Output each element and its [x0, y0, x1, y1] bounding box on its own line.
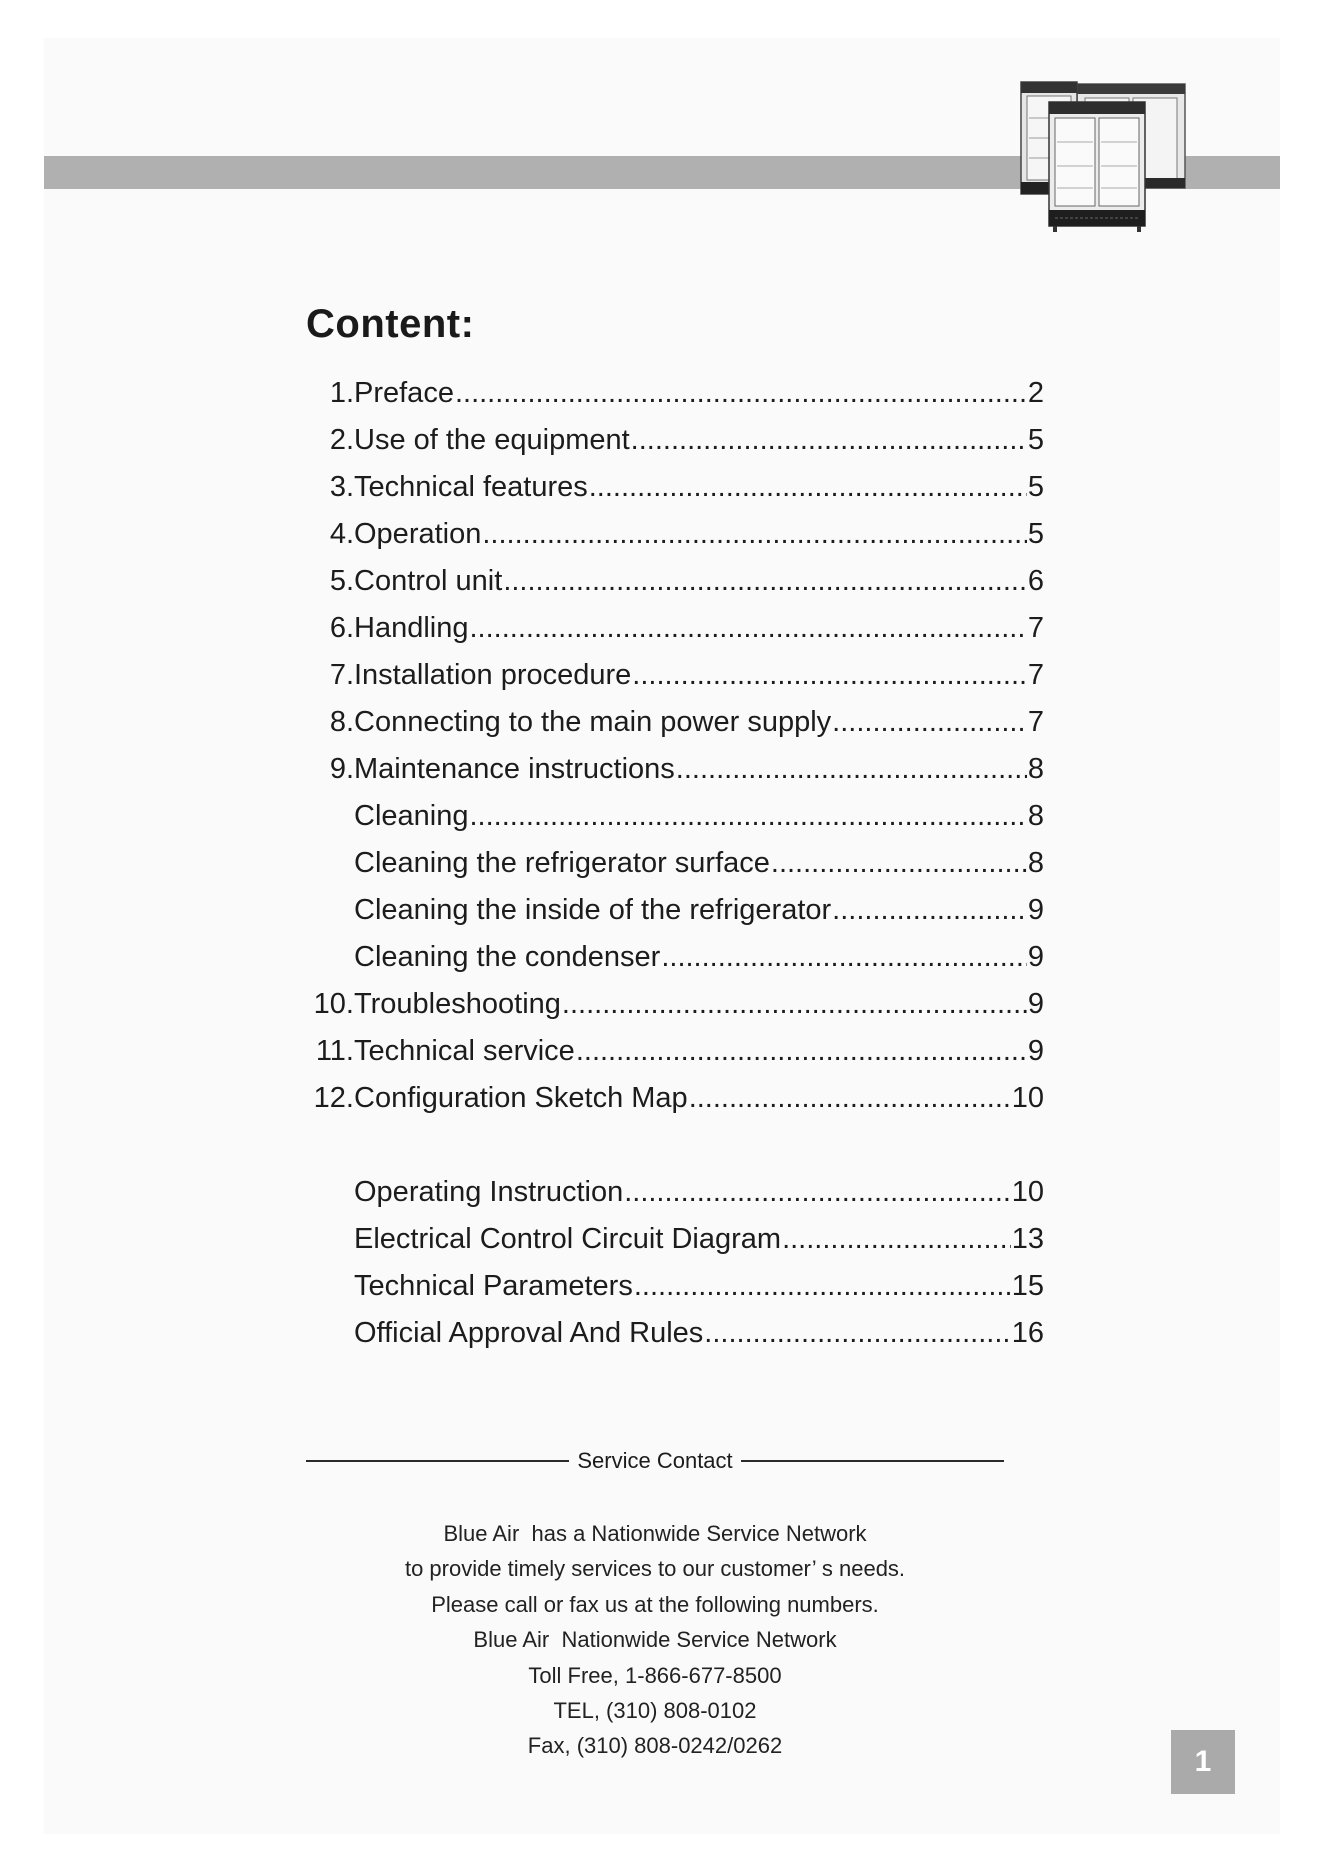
- toc-leader-dots: [832, 887, 1027, 934]
- toc-entry-page: 8: [1027, 753, 1044, 785]
- toc-entry-number: 3.: [329, 471, 354, 503]
- toc-entry: [306, 746, 1044, 793]
- toc-leader-dots: [704, 1310, 1010, 1357]
- toc-entry: [306, 887, 1044, 934]
- divider-left: [306, 1460, 569, 1462]
- toc-entry-page: 16: [1011, 1317, 1044, 1349]
- table-of-contents: [306, 370, 1044, 1357]
- toc-entry-label: Maintenance instructions: [354, 753, 675, 785]
- toc-entry: [306, 464, 1044, 511]
- toc-leader-dots: [469, 605, 1026, 652]
- toc-entry-page: 7: [1027, 612, 1044, 644]
- toc-entry: [306, 793, 1044, 840]
- toc-entry: [306, 981, 1044, 1028]
- toc-entry-page: 13: [1011, 1223, 1044, 1255]
- toc-entry-label: Official Approval And Rules: [354, 1317, 704, 1349]
- service-contact-line: TEL, (310) 808-0102: [553, 1698, 757, 1724]
- toc-entry-label: Connecting to the main power supply: [354, 706, 832, 738]
- toc-leader-dots: [634, 1263, 1011, 1310]
- toc-leader-dots: [469, 793, 1026, 840]
- toc-entry-number: 1.: [329, 377, 354, 409]
- service-contact-line: to provide timely services to our customer’ s needs.: [404, 1556, 906, 1582]
- toc-entry: [306, 840, 1044, 887]
- toc-entry-number: 5.: [329, 565, 354, 597]
- toc-leader-dots: [631, 417, 1027, 464]
- toc-entry: [306, 652, 1044, 699]
- toc-leader-dots: [503, 558, 1027, 605]
- toc-entry: [306, 1310, 1044, 1357]
- toc-entry-page: 2: [1027, 377, 1044, 409]
- toc-leader-dots: [589, 464, 1027, 511]
- toc-leader-dots: [832, 699, 1027, 746]
- toc-entry-number: 12.: [313, 1082, 354, 1114]
- toc-entry-number: 7.: [329, 659, 354, 691]
- toc-entry-page: 5: [1027, 518, 1044, 550]
- toc-entry-page: 10: [1011, 1082, 1044, 1114]
- toc-entry: [306, 1216, 1044, 1263]
- service-contact-line: Toll Free, 1-866-677-8500: [528, 1662, 782, 1688]
- toc-entry: [306, 699, 1044, 746]
- toc-entry: [306, 511, 1044, 558]
- service-contact-label: Service Contact: [577, 1448, 733, 1473]
- toc-entry-page: 9: [1027, 1035, 1044, 1067]
- service-contact-line: Blue Air Nationwide Service Network: [473, 1627, 837, 1653]
- toc-entry-number: 11.: [315, 1035, 354, 1067]
- service-contact-line: Blue Air has a Nationwide Service Network: [443, 1521, 867, 1546]
- toc-entry-page: 10: [1011, 1176, 1044, 1208]
- toc-leader-dots: [562, 981, 1027, 1028]
- toc-entry: [306, 605, 1044, 652]
- toc-entry-label: Preface: [354, 377, 454, 409]
- toc-entry-page: 9: [1027, 941, 1044, 973]
- toc-entry-label: Use of the equipment: [354, 424, 630, 456]
- toc-entry-label: Operation: [354, 518, 482, 550]
- toc-entry-page: 15: [1011, 1270, 1044, 1302]
- toc-entry-page: 9: [1027, 894, 1044, 926]
- toc-entry: [306, 934, 1044, 981]
- page-title: Content:: [306, 302, 475, 346]
- toc-entry: [306, 1169, 1044, 1216]
- toc-entry-label: Technical features: [354, 471, 588, 503]
- toc-entry-label: Electrical Control Circuit Diagram: [354, 1223, 782, 1255]
- toc-entry-page: 8: [1027, 847, 1044, 879]
- toc-entry-page: 5: [1027, 424, 1044, 456]
- toc-leader-dots: [455, 370, 1027, 417]
- toc-entry-label: Installation procedure: [354, 659, 632, 691]
- toc-entry-page: 7: [1027, 706, 1044, 738]
- toc-entry: [306, 1028, 1044, 1075]
- toc-entry-label: Cleaning: [354, 800, 469, 832]
- toc-entry: [306, 1263, 1044, 1310]
- service-contact-details: [306, 1516, 1004, 1764]
- toc-leader-dots: [624, 1169, 1011, 1216]
- toc-entry-page: 7: [1027, 659, 1044, 691]
- service-contact-heading: [306, 1448, 1004, 1474]
- toc-leader-dots: [632, 652, 1027, 699]
- toc-leader-dots: [661, 934, 1027, 981]
- toc-entry-number: 10.: [313, 988, 354, 1020]
- toc-entry-label: Technical service: [354, 1035, 575, 1067]
- service-contact-line: Fax, (310) 808-0242/0262: [527, 1733, 783, 1759]
- toc-entry-label: Cleaning the refrigerator surface: [354, 847, 770, 879]
- divider-right: [741, 1460, 1004, 1462]
- toc-entry-page: 5: [1027, 471, 1044, 503]
- toc-leader-dots: [771, 840, 1027, 887]
- toc-entry-number: 8.: [329, 706, 354, 738]
- toc-entry-label: Control unit: [354, 565, 503, 597]
- page-number-badge: 1: [1171, 1730, 1235, 1794]
- toc-entry-label: Cleaning the inside of the refrigerator: [354, 894, 832, 926]
- toc-entry-label: Handling: [354, 612, 469, 644]
- refrigerator-product-image: [1015, 78, 1205, 238]
- toc-leader-dots: [482, 511, 1027, 558]
- toc-entry-page: 8: [1027, 800, 1044, 832]
- toc-entry-label: Technical Parameters: [354, 1270, 633, 1302]
- toc-entry-number: 9.: [329, 753, 354, 785]
- toc-leader-dots: [782, 1216, 1011, 1263]
- toc-leader-dots: [676, 746, 1027, 793]
- toc-entry-label: Cleaning the condenser: [354, 941, 661, 973]
- toc-entry: [306, 1075, 1044, 1122]
- toc-leader-dots: [689, 1075, 1011, 1122]
- toc-entry-page: 9: [1027, 988, 1044, 1020]
- toc-leader-dots: [576, 1028, 1027, 1075]
- service-contact-line: Please call or fax us at the following numbers.: [431, 1591, 879, 1617]
- toc-entry-number: 2.: [329, 424, 354, 456]
- toc-entry-label: Operating Instruction: [354, 1176, 624, 1208]
- toc-entry: [306, 370, 1044, 417]
- toc-entry-number: 4.: [329, 518, 354, 550]
- toc-entry-number: 6.: [329, 612, 354, 644]
- toc-entry: [306, 417, 1044, 464]
- toc-entry: [306, 558, 1044, 605]
- toc-entry-label: Troubleshooting: [354, 988, 561, 1020]
- toc-entry-page: 6: [1027, 565, 1044, 597]
- toc-entry-label: Configuration Sketch Map: [354, 1082, 688, 1114]
